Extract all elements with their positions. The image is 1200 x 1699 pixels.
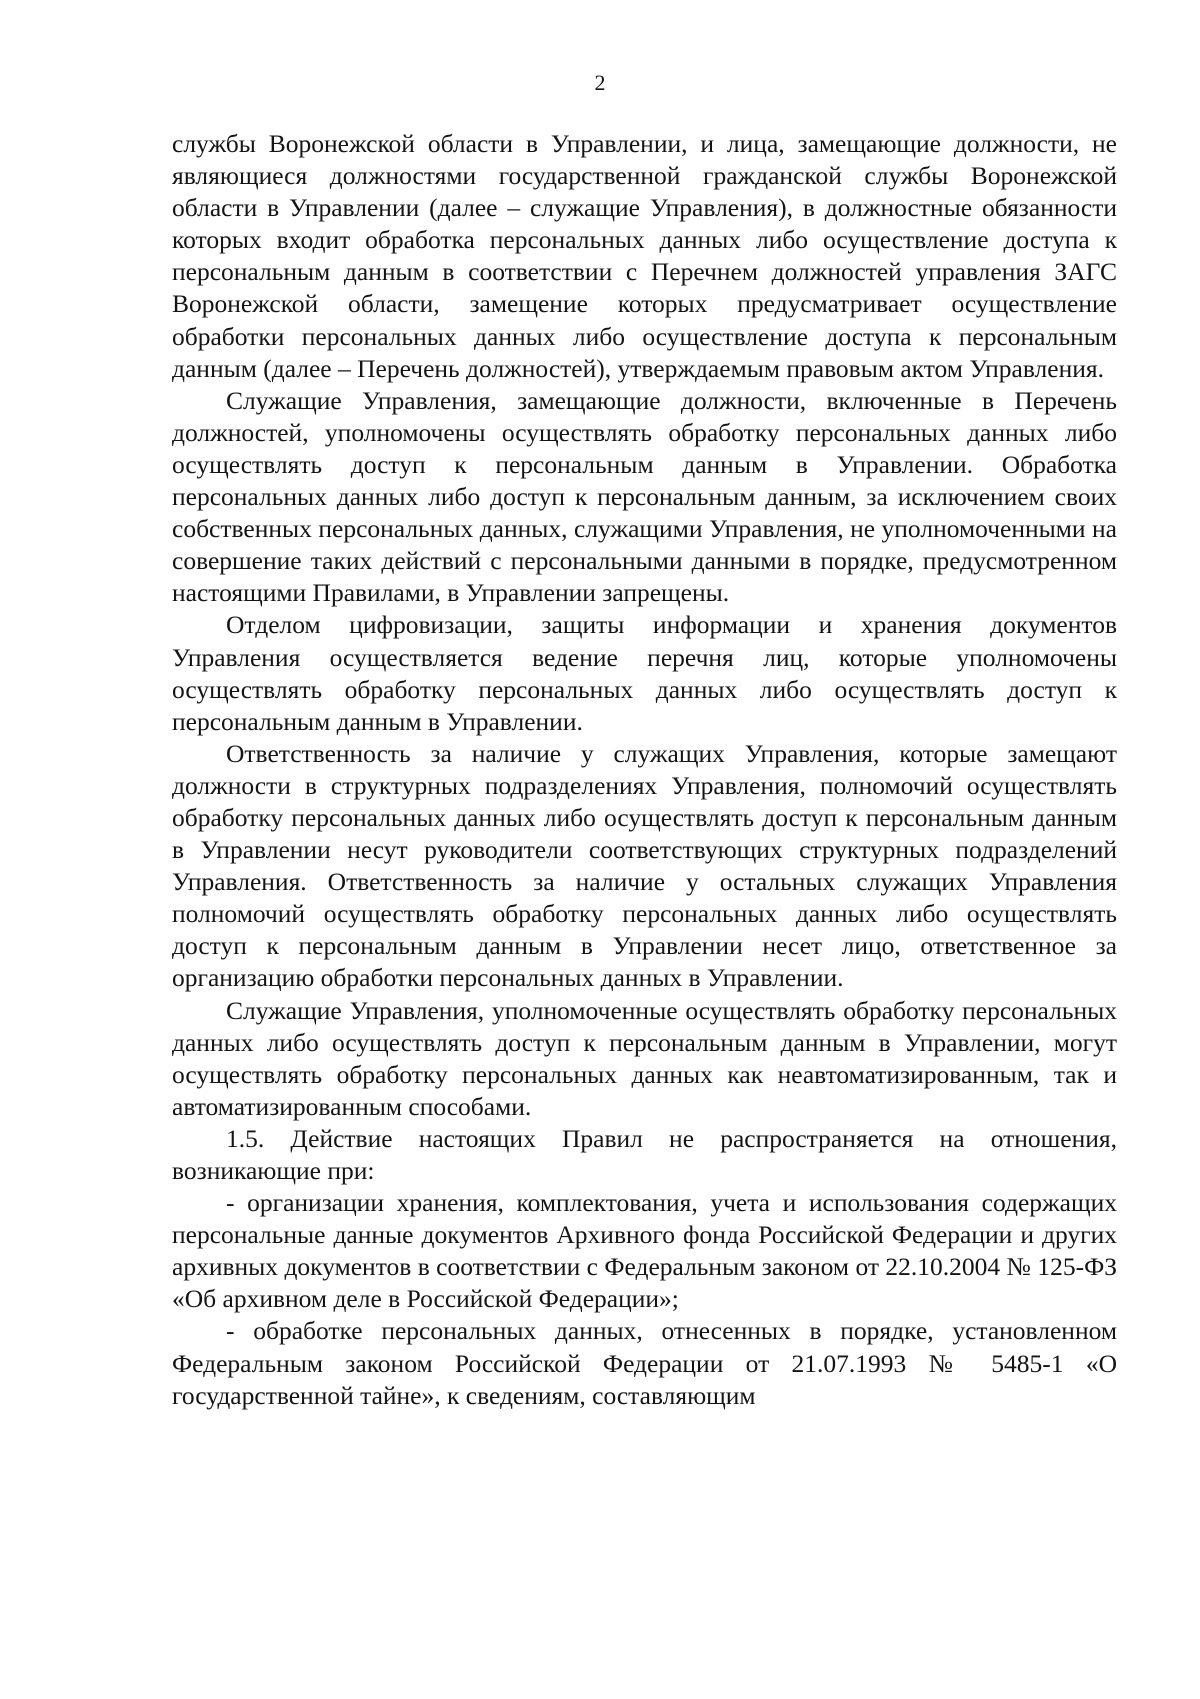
list-item-archives: - организации хранения, комплектования, учета и использования содержащих персональные данные документов Архивного фонда Российской Федерации и других архивных документов в соответствии с Федеральным законом от 22.10.2004 № 125-ФЗ «Об архивном деле в Российской Федерации»;: [172, 1188, 1117, 1314]
paragraph-1: службы Воронежской области в Управлении, и лица, замещающие должности, не являющиеся должностями государственной гражданской службы Воронежской области в Управлении (далее – служащие Управления), в должностные обязанности которых входит обработка персональных данных либо осуществление доступа к персональным данным в соответствии с Перечнем должностей управления ЗАГС Воронежской области, замещение которых предусматривает осуществление обработки персональных данных либо осуществление доступа к персональным данным (далее – Перечень должностей), утверждаемым правовым актом Управления.: [172, 129, 1117, 383]
paragraph-4: Ответственность за наличие у служащих Управления, которые замещают должности в структурных подразделениях Управления, полномочий осуществлять обработку персональных данных либо осуществлять доступ к персональным данным в Управлении несут руководители соответствующих структурных подразделений Управления. Ответственность за наличие у остальных служащих Управления полномочий осуществлять обработку персональных данных либо осуществлять доступ к персональным данным в Управлении несет лицо, ответственное за организацию обработки персональных данных в Управлении.: [172, 738, 1117, 993]
document-body: [172, 128, 1117, 1412]
paragraph-3: Отделом цифровизации, защиты информации и хранения документов Управления осуществляется ведение перечня лиц, которые уполномочены осуществлять обработку персональных данных либо осуществлять доступ к персональным данным в Управлении.: [172, 610, 1117, 736]
list-item-state-secret: - обработке персональных данных, отнесенных в порядке, установленном Федеральным законом Российской Федерации от 21.07.1993 № 5485-1 «О государственной тайне», к сведениям, составляющим: [172, 1316, 1117, 1410]
page-number: 2: [594, 70, 606, 95]
paragraph-5: Служащие Управления, уполномоченные осуществлять обработку персональных данных либо осуществлять доступ к персональным данным в Управлении, могут осуществлять обработку персональных данных как неавтоматизированным, так и автоматизированным способами.: [172, 995, 1117, 1121]
paragraph-2: Служащие Управления, замещающие должности, включенные в Перечень должностей, уполномочены осуществлять обработку персональных данных либо осуществлять доступ к персональным данным в Управлении. Обработка персональных данных либо доступ к персональным данным, за исключением своих собственных персональных данных, служащими Управления, не уполномоченными на совершение таких действий с персональными данными в порядке, предусмотренном настоящими Правилами, в Управлении запрещены.: [172, 385, 1117, 608]
clause-1-5: 1.5. Действие настоящих Правил не распространяется на отношения, возникающие при:: [172, 1123, 1117, 1185]
